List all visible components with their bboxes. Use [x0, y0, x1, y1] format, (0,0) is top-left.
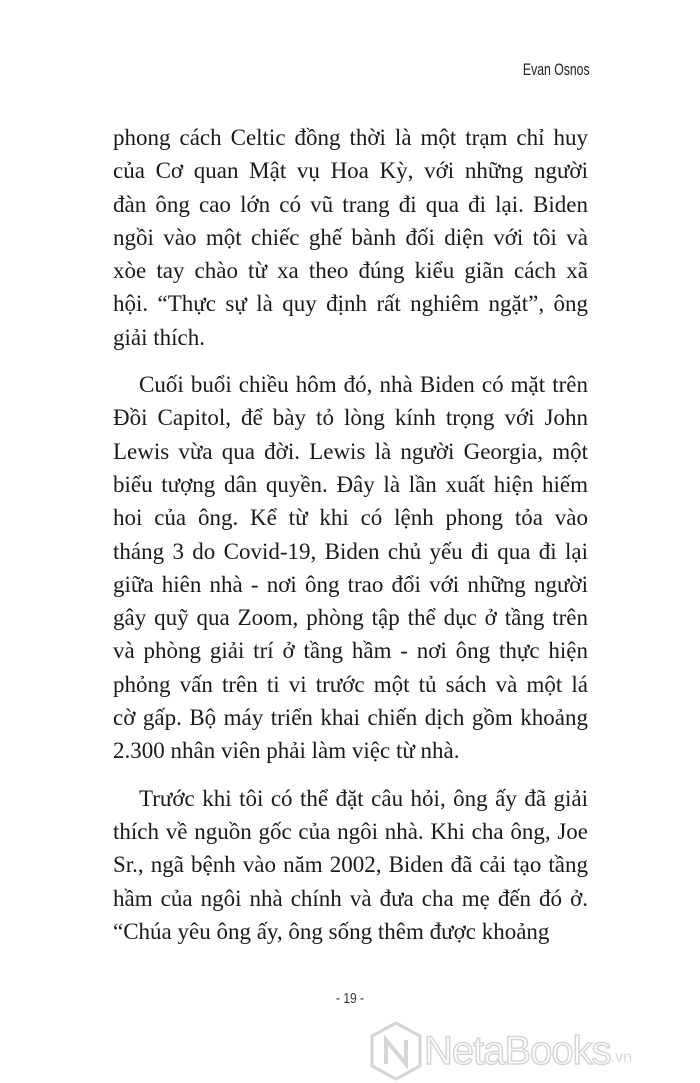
text-line: biểu tượng dân quyền. Đây là lần xuất hiện hiếm [113, 471, 588, 497]
text-line: Cuối buổi chiều hôm đó, nhà Biden có mặt trên [139, 372, 588, 398]
text-line: của Cơ quan Mật vụ Hoa Kỳ, với những người [113, 158, 588, 184]
watermark-brand: NetaBooks [424, 1028, 611, 1073]
text-line: giải thích. [113, 324, 205, 350]
text-line: Sr., ngã bệnh vào năm 2002, Biden đã cải tạo tầng [113, 852, 588, 878]
text-line: Trước khi tôi có thể đặt câu hỏi, ông ấy đã giải [139, 785, 588, 811]
netabooks-logo-icon [368, 1020, 424, 1082]
text-line: phong cách Celtic đồng thời là một trạm chỉ huy [113, 125, 588, 150]
text-line: ngồi vào một chiếc ghế bành đối diện với tôi và [113, 224, 588, 250]
text-line: đàn ông cao lớn có vũ trang đi qua đi lại. Biden [113, 191, 588, 217]
text-line: “Chúa yêu ông ấy, ông sống thêm được khoảng [113, 918, 550, 944]
text-line: phỏng vấn trên ti vi trước một tủ sách và một lá [113, 671, 588, 697]
text-line: hội. “Thực sự là quy định rất nghiêm ngặt”, ông [113, 291, 588, 317]
text-line: gây quỹ qua Zoom, phòng tập thể dục ở tầng trên [113, 605, 588, 631]
text-line: cờ gấp. Bộ máy triển khai chiến dịch gồm khoảng [113, 705, 588, 731]
watermark-logo [368, 1020, 632, 1082]
text-line: và phòng giải trí ở tầng hầm - nơi ông thực hiện [113, 638, 588, 664]
text-line: hầm của ngôi nhà chính và đưa cha mẹ đến đó ở. [113, 885, 588, 911]
text-line: giữa hiên nhà - nơi ông trao đổi với những người [113, 571, 588, 597]
text-line: tháng 3 do Covid-19, Biden chủ yếu đi qua đi lại [113, 538, 588, 564]
watermark-suffix: .vn [610, 1049, 633, 1066]
running-header-author: Evan Osnos [523, 60, 590, 79]
paragraph [113, 782, 588, 948]
text-line: 2.300 nhân viên phải làm việc từ nhà. [113, 738, 460, 764]
text-line: thích về nguồn gốc của ngôi nhà. Khi cha ông, Joe [113, 818, 588, 844]
text-line: Lewis vừa qua đời. Lewis là người Georgia, một [113, 438, 588, 464]
text-line: xòe tay chào từ xa theo đúng kiểu giãn cách xã [113, 258, 588, 284]
paragraph [113, 368, 588, 768]
paragraph [113, 121, 588, 354]
page-body [113, 121, 588, 962]
text-line: Đồi Capitol, để bày tỏ lòng kính trọng với John [113, 405, 588, 431]
page-number: - 19 - [335, 990, 364, 1007]
text-line: hoi của ông. Kể từ khi có lệnh phong tỏa vào [113, 505, 588, 531]
